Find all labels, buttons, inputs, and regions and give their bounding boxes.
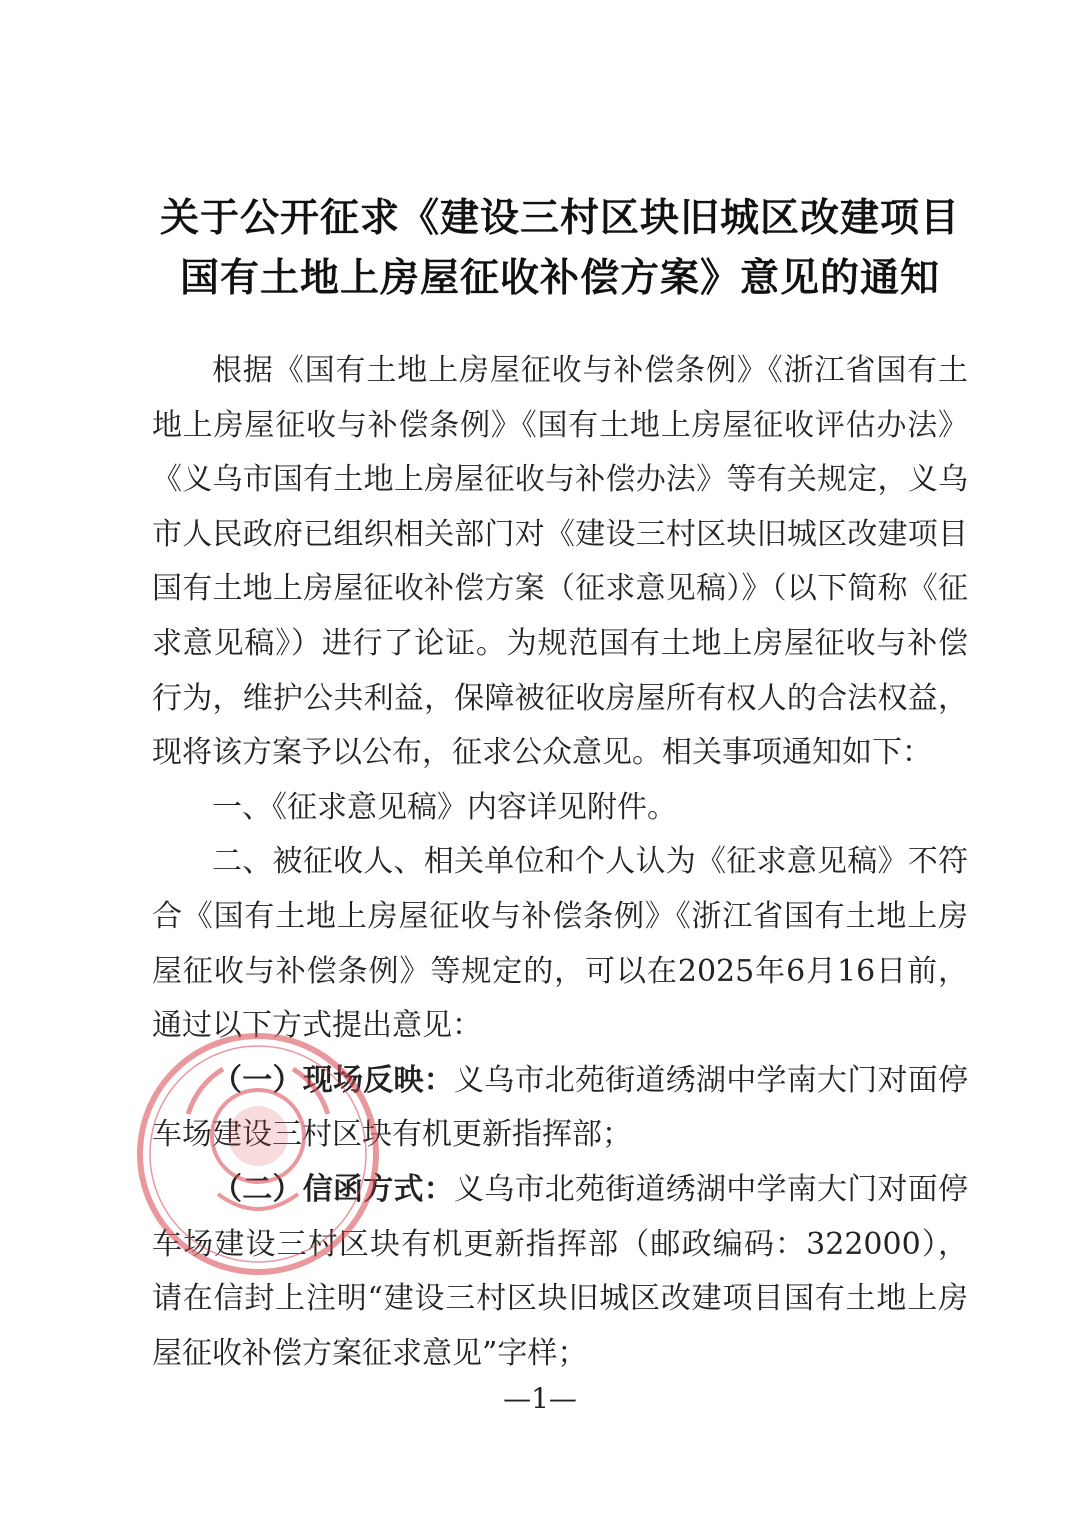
sub-item-two-text: 义乌市北苑街道绣湖中学南大门对面停车场建设三村区块有机更新指挥部（邮政编码：322000），请在信封上注明“建设三村区块旧城区改建项目国有土地上房屋征收补偿方案征求意见”字样； [152, 1171, 968, 1371]
sub-item-one [152, 1054, 968, 1163]
page-number: —1— [503, 1382, 577, 1415]
intro-paragraph: 根据《国有土地上房屋征收与补偿条例》《浙江省国有土地上房屋征收与补偿条例》《国有土地上房屋征收评估办法》《义乌市国有土地上房屋征收与补偿办法》等有关规定，义乌市人民政府已组织相关部门对《建设三村区块旧城区改建项目国有土地上房屋征收补偿方案（征求意见稿）》（以下简称《征求意见稿》）进行了论证。为规范国有土地上房屋征收与补偿行为，维护公共利益，保障被征收房屋所有权人的合法权益，现将该方案予以公布，征求公众意见。相关事项通知如下： [152, 353, 968, 771]
sub-item-two [152, 1163, 968, 1381]
title-line-2: 国有土地上房屋征收补偿方案》意见的通知 [179, 255, 940, 301]
item-one: 一、《征求意见稿》内容详见附件。 [212, 789, 677, 825]
sub-item-two-label: （二）信函方式： [212, 1171, 454, 1207]
sub-item-one-label: （一）现场反映： [212, 1062, 454, 1098]
item-two: 二、被征收人、相关单位和个人认为《征求意见稿》不符合《国有土地上房屋征收与补偿条例》《浙江省国有土地上房屋征收与补偿条例》等规定的，可以在2025年6月16日前，通过以下方式提出意见： [152, 844, 968, 1044]
document-body [152, 344, 968, 1381]
document-title [150, 188, 970, 308]
title-line-1: 关于公开征求《建设三村区块旧城区改建项目 [159, 195, 960, 241]
sub-item-one-text: 义乌市北苑街道绣湖中学南大门对面停车场建设三村区块有机更新指挥部； [152, 1062, 968, 1153]
